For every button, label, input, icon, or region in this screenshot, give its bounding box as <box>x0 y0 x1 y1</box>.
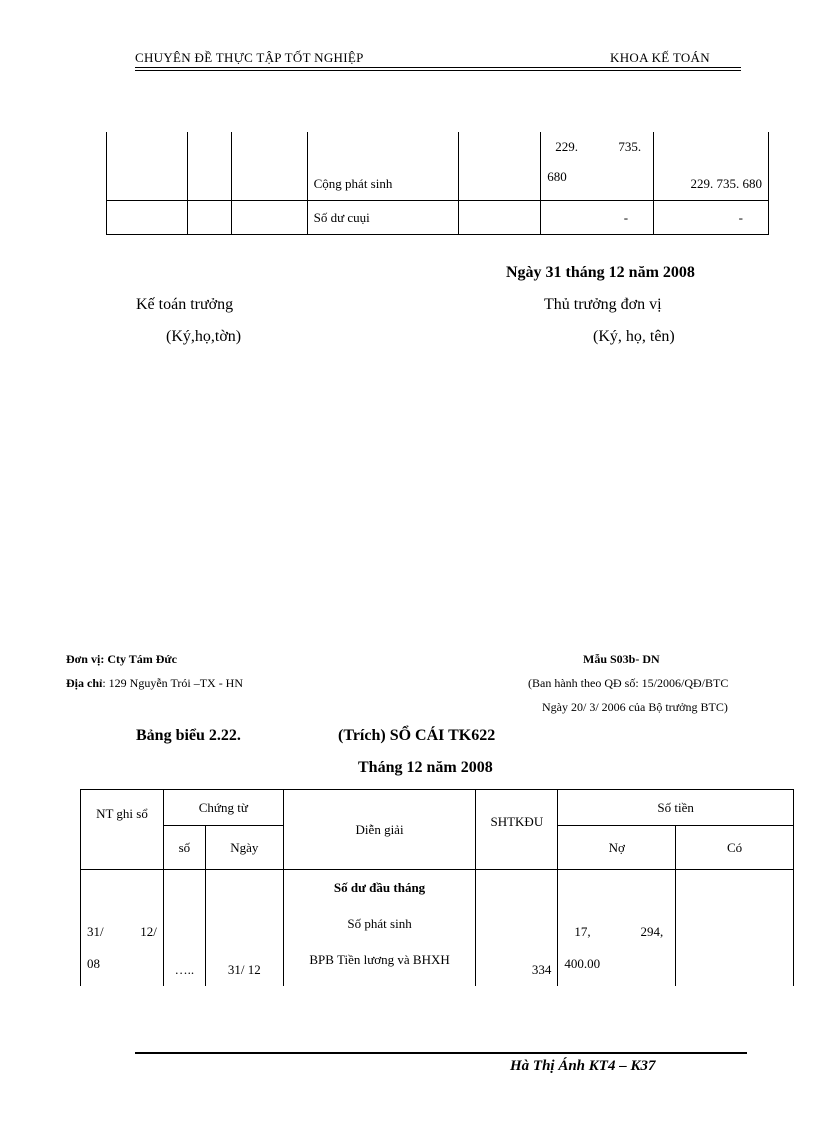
row-date: 31/ 12/ 08 <box>81 870 164 987</box>
col-account-header: SHTKĐU <box>476 790 558 870</box>
ledger-title: (Trích) SỔ CÁI TK622 <box>338 727 496 744</box>
decree-line-1: (Ban hành theo QĐ số: 15/2006/QĐ/BTC <box>528 676 729 690</box>
chief-accountant-sign: (Ký,họ,tờn) <box>166 328 242 345</box>
signature-date: Ngày 31 tháng 12 năm 2008 <box>506 264 695 281</box>
director-sign: (Ký, họ, tên) <box>593 328 675 345</box>
col-debit-header: Nợ <box>558 826 676 870</box>
col-no-header: số <box>163 826 205 870</box>
director-title: Thủ trưởng đơn vị <box>544 296 662 313</box>
row-debit: 17, 294, 400.00 <box>558 870 676 987</box>
total-credit: 229. 735. 680 <box>654 132 769 201</box>
header-left: CHUYÊN ĐỀ THỰC TẬP TỐT NGHIỆP <box>135 50 364 65</box>
total-row <box>107 132 769 201</box>
col-voucher-header: Chứng từ <box>163 790 283 826</box>
ledger-table <box>80 789 794 986</box>
footer-author: Hà Thị Ánh KT4 – K37 <box>510 1058 656 1074</box>
row-day: 31/ 12 <box>205 870 283 987</box>
chief-accountant-title: Kế toán trưởng <box>136 296 234 313</box>
row-account: 334 <box>476 870 558 987</box>
total-debit: 229. 735. 680 <box>541 132 654 201</box>
table-row <box>81 870 794 987</box>
total-label: Cộng phát sinh <box>307 132 459 201</box>
col-day-header: Ngày <box>205 826 283 870</box>
row-no: ….. <box>163 870 205 987</box>
unit-line: Đơn vị: Cty Tám Đức <box>66 652 177 666</box>
end-balance-credit: - <box>654 201 769 235</box>
footer-rule <box>135 1052 747 1054</box>
table-number: Bảng biểu 2.22. <box>136 727 241 744</box>
decree-line-2: Ngày 20/ 3/ 2006 của Bộ trưởng BTC) <box>542 700 728 714</box>
end-balance-label: Số dư cuụi <box>307 201 459 235</box>
col-amount-header: Số tiền <box>558 790 794 826</box>
end-balance-row <box>107 201 769 235</box>
top-ledger-table <box>106 132 769 235</box>
row-desc: BPB Tiền lương và BHXH <box>309 952 450 967</box>
col-date-header: NT ghi sổ <box>81 790 164 870</box>
row-desc-cell <box>283 870 476 987</box>
ledger-period: Tháng 12 năm 2008 <box>358 759 493 776</box>
col-credit-header: Có <box>676 826 794 870</box>
header-rule-2 <box>135 70 741 71</box>
address-line: Địa chỉ: 129 Nguyễn Trói –TX - HN <box>66 676 244 690</box>
opening-balance-label: Số dư đầu tháng <box>333 880 426 895</box>
form-code: Mẫu S03b- DN <box>583 652 660 666</box>
header-rule <box>135 67 741 68</box>
header-right: KHOA KẾ TOÁN <box>610 50 710 65</box>
col-desc-header: Diễn giải <box>283 790 476 870</box>
row-credit <box>676 870 794 987</box>
end-balance-debit: - <box>541 201 654 235</box>
movement-label: Số phát sinh <box>347 916 412 931</box>
